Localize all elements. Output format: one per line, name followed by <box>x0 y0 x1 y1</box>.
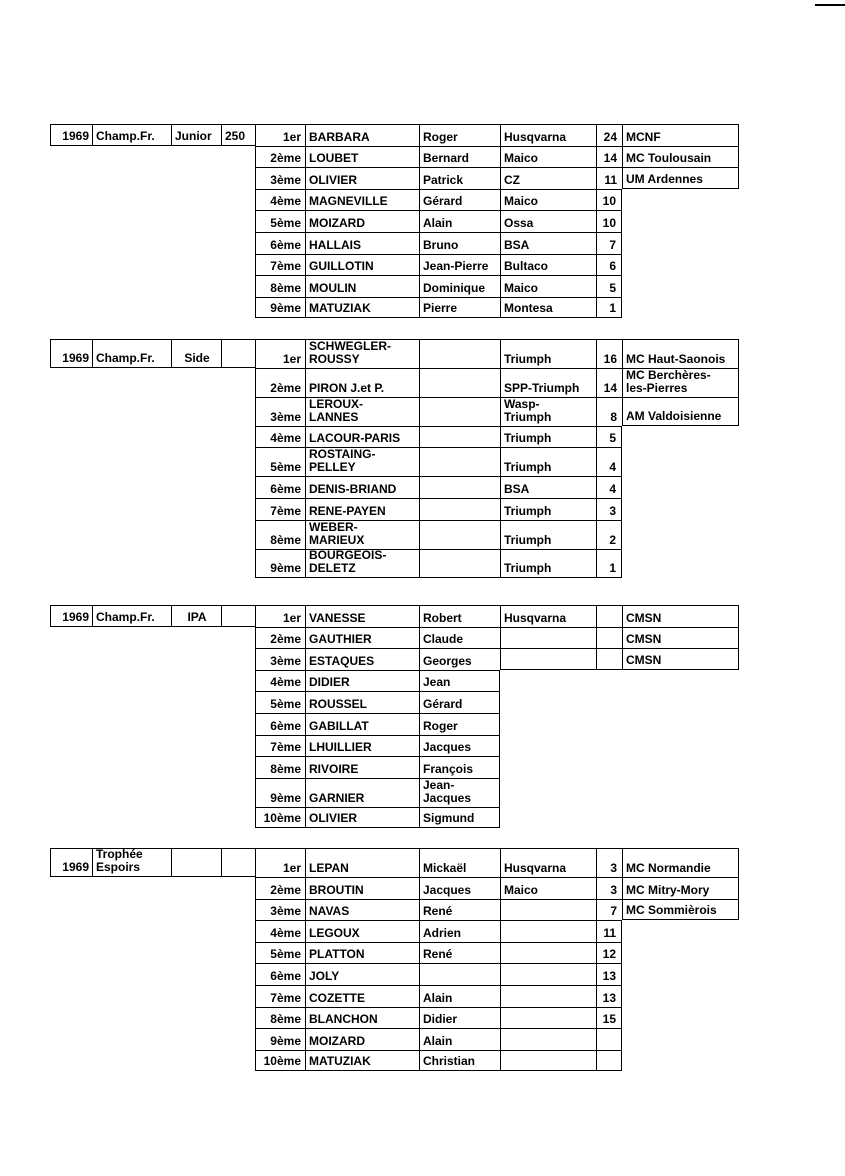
bike-cell: Maico <box>500 877 596 899</box>
category-cell: Side <box>171 339 221 368</box>
club-cell: MC Mitry-Mory <box>622 877 739 899</box>
name-cell: ROSTAING- PELLEY <box>305 447 419 476</box>
points-cell: 4 <box>596 476 622 498</box>
bike-cell <box>500 920 596 942</box>
bike-cell: Wasp- Triumph <box>500 397 596 426</box>
firstname-cell: Jean <box>419 670 500 692</box>
bike-cell: Triumph <box>500 339 596 368</box>
firstname-cell: Jean- Jacques <box>419 778 500 807</box>
firstname-cell: Christian <box>419 1050 500 1072</box>
name-cell: ESTAQUES <box>305 648 419 670</box>
results-table-ipa <box>50 605 739 828</box>
points-cell: 3 <box>596 848 622 877</box>
bike-cell: Ossa <box>500 210 596 232</box>
bike-cell: Montesa <box>500 297 596 319</box>
firstname-cell <box>419 368 500 397</box>
bike-cell <box>500 1028 596 1050</box>
points-cell <box>596 648 622 670</box>
bike-cell <box>500 942 596 964</box>
firstname-cell: Alain <box>419 1028 500 1050</box>
results-table-side <box>50 339 739 578</box>
name-cell: MOIZARD <box>305 1028 419 1050</box>
rank-cell: 6ème <box>255 232 305 254</box>
firstname-cell: René <box>419 899 500 921</box>
points-cell: 13 <box>596 985 622 1007</box>
club-cell: MC Normandie <box>622 848 739 877</box>
name-cell: GAUTHIER <box>305 627 419 649</box>
firstname-cell: François <box>419 756 500 778</box>
bike-cell: Husqvarna <box>500 605 596 627</box>
class-cell <box>221 605 255 627</box>
firstname-cell: Robert <box>419 605 500 627</box>
points-cell: 14 <box>596 146 622 168</box>
name-cell: JOLY <box>305 963 419 985</box>
firstname-cell: Roger <box>419 713 500 735</box>
year-cell: 1969 <box>50 339 92 368</box>
bike-cell: BSA <box>500 232 596 254</box>
rank-cell: 3ème <box>255 397 305 426</box>
rank-cell: 8ème <box>255 520 305 549</box>
rank-cell: 4ème <box>255 426 305 447</box>
name-cell: RENE-PAYEN <box>305 498 419 520</box>
rank-cell: 6ème <box>255 713 305 735</box>
points-cell: 3 <box>596 877 622 899</box>
points-cell: 13 <box>596 963 622 985</box>
points-cell: 10 <box>596 189 622 211</box>
event-cell: Champ.Fr. <box>92 124 171 146</box>
points-cell <box>596 1028 622 1050</box>
firstname-cell <box>419 498 500 520</box>
rank-cell: 9ème <box>255 297 305 319</box>
class-cell <box>221 339 255 368</box>
year-cell: 1969 <box>50 848 92 877</box>
club-cell: CMSN <box>622 648 739 670</box>
club-cell: CMSN <box>622 605 739 627</box>
name-cell: MOIZARD <box>305 210 419 232</box>
bike-cell: SPP-Triumph <box>500 368 596 397</box>
club-cell: MC Toulousain <box>622 146 739 168</box>
club-cell: CMSN <box>622 627 739 649</box>
name-cell: MATUZIAK <box>305 297 419 319</box>
rank-cell: 10ème <box>255 807 305 829</box>
firstname-cell <box>419 397 500 426</box>
name-cell: OLIVIER <box>305 167 419 189</box>
firstname-cell: Pierre <box>419 297 500 319</box>
firstname-cell: Adrien <box>419 920 500 942</box>
points-cell: 5 <box>596 275 622 297</box>
name-cell: MATUZIAK <box>305 1050 419 1072</box>
rank-cell: 1er <box>255 124 305 146</box>
rank-cell: 6ème <box>255 476 305 498</box>
name-cell: DENIS-BRIAND <box>305 476 419 498</box>
class-cell: 250 <box>221 124 255 146</box>
bike-cell: Triumph <box>500 426 596 447</box>
points-cell: 6 <box>596 254 622 276</box>
rank-cell: 9ème <box>255 778 305 807</box>
bike-cell: Maico <box>500 275 596 297</box>
rank-cell: 4ème <box>255 189 305 211</box>
name-cell: VANESSE <box>305 605 419 627</box>
points-cell: 7 <box>596 899 622 921</box>
firstname-cell: Claude <box>419 627 500 649</box>
bike-cell: Maico <box>500 146 596 168</box>
bike-cell <box>500 648 596 670</box>
firstname-cell: Jacques <box>419 735 500 757</box>
name-cell: MOULIN <box>305 275 419 297</box>
club-cell: UM Ardennes <box>622 167 739 189</box>
rank-cell: 10ème <box>255 1050 305 1072</box>
points-cell: 15 <box>596 1007 622 1029</box>
bike-cell: Husqvarna <box>500 124 596 146</box>
name-cell: OLIVIER <box>305 807 419 829</box>
rank-cell: 5ème <box>255 210 305 232</box>
firstname-cell <box>419 963 500 985</box>
firstname-cell: Jean-Pierre <box>419 254 500 276</box>
rank-cell: 3ème <box>255 648 305 670</box>
club-cell: MCNF <box>622 124 739 146</box>
points-cell: 7 <box>596 232 622 254</box>
bike-cell: Triumph <box>500 520 596 549</box>
name-cell: PIRON J.et P. <box>305 368 419 397</box>
rank-cell: 9ème <box>255 1028 305 1050</box>
rank-cell: 6ème <box>255 963 305 985</box>
name-cell: DIDIER <box>305 670 419 692</box>
club-cell: MC Sommièrois <box>622 899 739 921</box>
points-cell: 24 <box>596 124 622 146</box>
bike-cell: BSA <box>500 476 596 498</box>
bike-cell: CZ <box>500 167 596 189</box>
name-cell: BARBARA <box>305 124 419 146</box>
points-cell: 11 <box>596 920 622 942</box>
rank-cell: 8ème <box>255 756 305 778</box>
points-cell: 5 <box>596 426 622 447</box>
category-cell <box>171 848 221 877</box>
points-cell <box>596 1050 622 1072</box>
rank-cell: 4ème <box>255 920 305 942</box>
points-cell: 14 <box>596 368 622 397</box>
rank-cell: 2ème <box>255 368 305 397</box>
rank-cell: 7ème <box>255 985 305 1007</box>
name-cell: LOUBET <box>305 146 419 168</box>
points-cell: 12 <box>596 942 622 964</box>
name-cell: HALLAIS <box>305 232 419 254</box>
points-cell <box>596 605 622 627</box>
name-cell: GABILLAT <box>305 713 419 735</box>
bike-cell <box>500 1050 596 1072</box>
firstname-cell: Didier <box>419 1007 500 1029</box>
points-cell: 1 <box>596 297 622 319</box>
bike-cell: Triumph <box>500 549 596 578</box>
name-cell: BOURGEOIS- DELETZ <box>305 549 419 578</box>
class-cell <box>221 848 255 877</box>
rank-cell: 3ème <box>255 899 305 921</box>
rank-cell: 8ème <box>255 275 305 297</box>
club-cell: MC Haut-Saonois <box>622 339 739 368</box>
firstname-cell: Georges <box>419 648 500 670</box>
rank-cell: 5ème <box>255 691 305 713</box>
name-cell: WEBER- MARIEUX <box>305 520 419 549</box>
year-cell: 1969 <box>50 124 92 146</box>
rank-cell: 5ème <box>255 447 305 476</box>
points-cell <box>596 627 622 649</box>
name-cell: NAVAS <box>305 899 419 921</box>
bike-cell: Bultaco <box>500 254 596 276</box>
name-cell: BLANCHON <box>305 1007 419 1029</box>
rank-cell: 7ème <box>255 254 305 276</box>
name-cell: LEGOUX <box>305 920 419 942</box>
name-cell: LEROUX- LANNES <box>305 397 419 426</box>
year-cell: 1969 <box>50 605 92 627</box>
name-cell: SCHWEGLER- ROUSSY <box>305 339 419 368</box>
rank-cell: 1er <box>255 339 305 368</box>
name-cell: GUILLOTIN <box>305 254 419 276</box>
firstname-cell: Dominique <box>419 275 500 297</box>
rank-cell: 4ème <box>255 670 305 692</box>
category-cell: IPA <box>171 605 221 627</box>
rank-cell: 9ème <box>255 549 305 578</box>
firstname-cell: Gérard <box>419 189 500 211</box>
event-cell: Trophée Espoirs <box>92 848 171 877</box>
name-cell: RIVOIRE <box>305 756 419 778</box>
name-cell: ROUSSEL <box>305 691 419 713</box>
points-cell: 16 <box>596 339 622 368</box>
firstname-cell: René <box>419 942 500 964</box>
rank-cell: 8ème <box>255 1007 305 1029</box>
event-cell: Champ.Fr. <box>92 605 171 627</box>
bike-cell: Triumph <box>500 498 596 520</box>
bike-cell <box>500 627 596 649</box>
name-cell: LACOUR-PARIS <box>305 426 419 447</box>
club-cell: MC Berchères- les-Pierres <box>622 368 739 397</box>
firstname-cell: Alain <box>419 210 500 232</box>
firstname-cell <box>419 339 500 368</box>
event-cell: Champ.Fr. <box>92 339 171 368</box>
points-cell: 3 <box>596 498 622 520</box>
rank-cell: 2ème <box>255 877 305 899</box>
firstname-cell: Roger <box>419 124 500 146</box>
bike-cell <box>500 985 596 1007</box>
firstname-cell <box>419 426 500 447</box>
firstname-cell <box>419 549 500 578</box>
name-cell: GARNIER <box>305 778 419 807</box>
bike-cell <box>500 963 596 985</box>
firstname-cell: Jacques <box>419 877 500 899</box>
firstname-cell: Gérard <box>419 691 500 713</box>
firstname-cell: Mickaël <box>419 848 500 877</box>
firstname-cell: Alain <box>419 985 500 1007</box>
name-cell: COZETTE <box>305 985 419 1007</box>
results-table-espoirs <box>50 848 739 1071</box>
firstname-cell: Patrick <box>419 167 500 189</box>
bike-cell: Maico <box>500 189 596 211</box>
points-cell: 2 <box>596 520 622 549</box>
firstname-cell <box>419 447 500 476</box>
firstname-cell <box>419 520 500 549</box>
club-cell: AM Valdoisienne <box>622 397 739 426</box>
rank-cell: 5ème <box>255 942 305 964</box>
category-cell: Junior <box>171 124 221 146</box>
rank-cell: 2ème <box>255 627 305 649</box>
rank-cell: 2ème <box>255 146 305 168</box>
points-cell: 10 <box>596 210 622 232</box>
points-cell: 1 <box>596 549 622 578</box>
name-cell: BROUTIN <box>305 877 419 899</box>
name-cell: LHUILLIER <box>305 735 419 757</box>
firstname-cell: Bernard <box>419 146 500 168</box>
rank-cell: 7ème <box>255 735 305 757</box>
rank-cell: 3ème <box>255 167 305 189</box>
points-cell: 4 <box>596 447 622 476</box>
rank-cell: 1er <box>255 848 305 877</box>
rank-cell: 7ème <box>255 498 305 520</box>
firstname-cell: Bruno <box>419 232 500 254</box>
name-cell: PLATTON <box>305 942 419 964</box>
bike-cell <box>500 1007 596 1029</box>
points-cell: 8 <box>596 397 622 426</box>
firstname-cell: Sigmund <box>419 807 500 829</box>
results-table-junior <box>50 124 739 318</box>
points-cell: 11 <box>596 167 622 189</box>
firstname-cell <box>419 476 500 498</box>
scan-edge-mark <box>815 4 845 6</box>
bike-cell: Triumph <box>500 447 596 476</box>
rank-cell: 1er <box>255 605 305 627</box>
name-cell: MAGNEVILLE <box>305 189 419 211</box>
bike-cell <box>500 899 596 921</box>
name-cell: LEPAN <box>305 848 419 877</box>
bike-cell: Husqvarna <box>500 848 596 877</box>
